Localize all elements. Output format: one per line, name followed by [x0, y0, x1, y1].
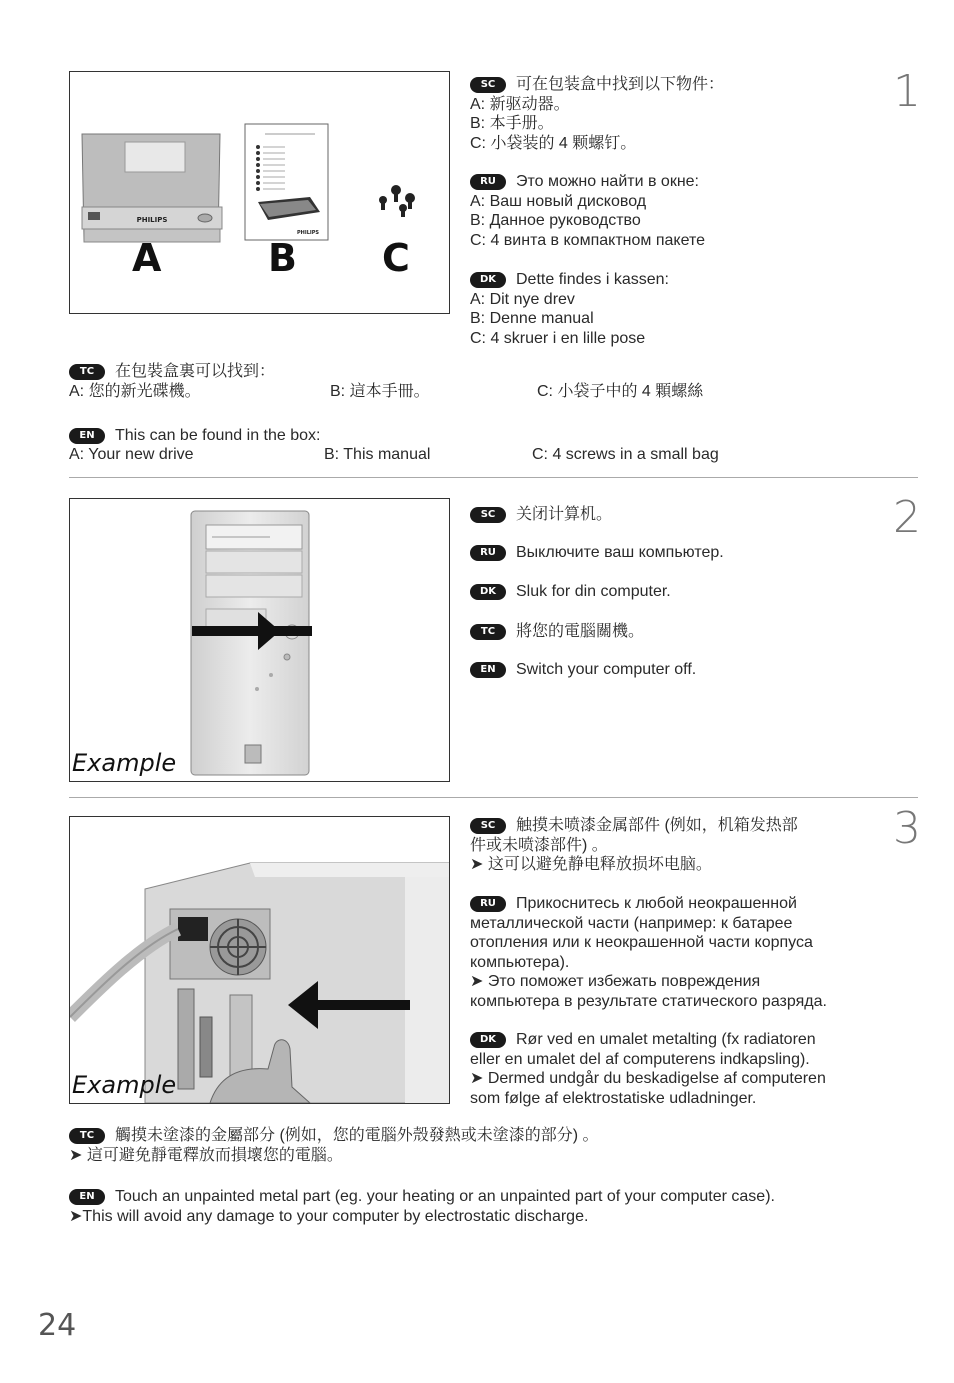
step-number-1: 1	[893, 66, 921, 117]
step1-tc-c: C: 小袋子中的 4 顆螺絲	[537, 383, 704, 400]
label-a: A	[132, 236, 162, 280]
example-label-3: Example	[72, 1071, 177, 1099]
step1-dk-block: DK Dette findes i kassen: A: Dit nye drev B: Denne manual C: 4 skruer i en lille pose	[470, 271, 669, 347]
optical-drive-image	[82, 134, 222, 242]
step2-sc: SC 关闭计算机。	[470, 505, 612, 525]
step3-en-block: EN Touch an unpainted metal part (eg. your heating or an unpainted part of your computer case). ➤This will avoid any damage to your computer by electrostatic discharge.	[69, 1188, 775, 1225]
step3-ru-block: RU Прикоснитесь к любой неокрашенной металлической части (например: к батарее отопления или к неокрашенной части корпуса компьютера). ➤ Это поможет избежать повреждения компьютера в результате статического разряда.	[470, 895, 827, 1010]
label-b: B	[268, 236, 297, 280]
step-number-2: 2	[893, 492, 921, 543]
step2-dk: DK Sluk for din computer.	[470, 582, 671, 602]
svg-text:PHILIPS: PHILIPS	[136, 216, 168, 224]
screws-image	[379, 185, 415, 217]
step1-sc-block: SC 可在包装盒中找到以下物件： A: 新驱动器。 B: 本手册。 C: 小袋装的 4 颗螺钉。	[470, 76, 725, 152]
touch-metal-figure	[69, 816, 450, 1104]
step1-en-intro: EN This can be found in the box:	[69, 426, 320, 446]
page-number: 24	[38, 1308, 77, 1343]
step1-ru-block: RU Это можно найти в окне: A: Ваш новый дисковод B: Данное руководство C: 4 винта в компактном пакете	[470, 173, 705, 249]
step1-en-c: C: 4 screws in a small bag	[532, 446, 719, 463]
step1-en-b: B: This manual	[324, 446, 431, 463]
tc-badge: TC	[69, 364, 105, 380]
svg-text:PHILIPS: PHILIPS	[296, 230, 320, 236]
step1-en-a: A: Your new drive	[69, 446, 194, 463]
section-divider-1	[69, 477, 918, 478]
en-badge: EN	[69, 428, 105, 444]
step3-tc-block: TC 觸摸未塗漆的金屬部分 (例如，您的電腦外殼發熱或未塗漆的部分) 。 ➤ 這可避免靜電釋放而損壞您的電腦。	[69, 1127, 599, 1164]
sc-badge: SC	[470, 77, 506, 93]
manual-image	[245, 124, 328, 240]
example-label-2: Example	[72, 749, 177, 777]
computer-tower-illustration	[70, 499, 449, 781]
section-divider-2	[69, 797, 918, 798]
step1-tc-a: A: 您的新光碟機。	[69, 383, 201, 400]
dk-badge: DK	[470, 272, 506, 288]
label-c: C	[382, 236, 410, 280]
step2-tc: TC 將您的電腦關機。	[470, 622, 644, 642]
step1-tc-b: B: 這本手冊。	[330, 383, 430, 400]
box-contents-figure	[69, 71, 450, 314]
step-number-3: 3	[893, 803, 921, 854]
computer-off-figure	[69, 498, 450, 782]
step2-en: EN Switch your computer off.	[470, 660, 696, 680]
step3-sc-block: SC 触摸未喷漆金属部件 (例如，机箱发热部 件或未喷漆部件) 。 ➤ 这可以避免静电释放损坏电脑。	[470, 817, 798, 873]
step1-tc-intro: TC 在包裝盒裏可以找到：	[69, 362, 275, 382]
step3-dk-block: DK Rør ved en umalet metalting (fx radiatoren eller en umalet del af computerens indkapsling). ➤ Dermed undgår du beskadigelse af computeren som følge af elektrostatiske udladninger.	[470, 1031, 826, 1107]
step2-ru: RU Выключите ваш компьютер.	[470, 543, 724, 563]
computer-back-illustration	[70, 817, 449, 1103]
ru-badge: RU	[470, 174, 506, 190]
